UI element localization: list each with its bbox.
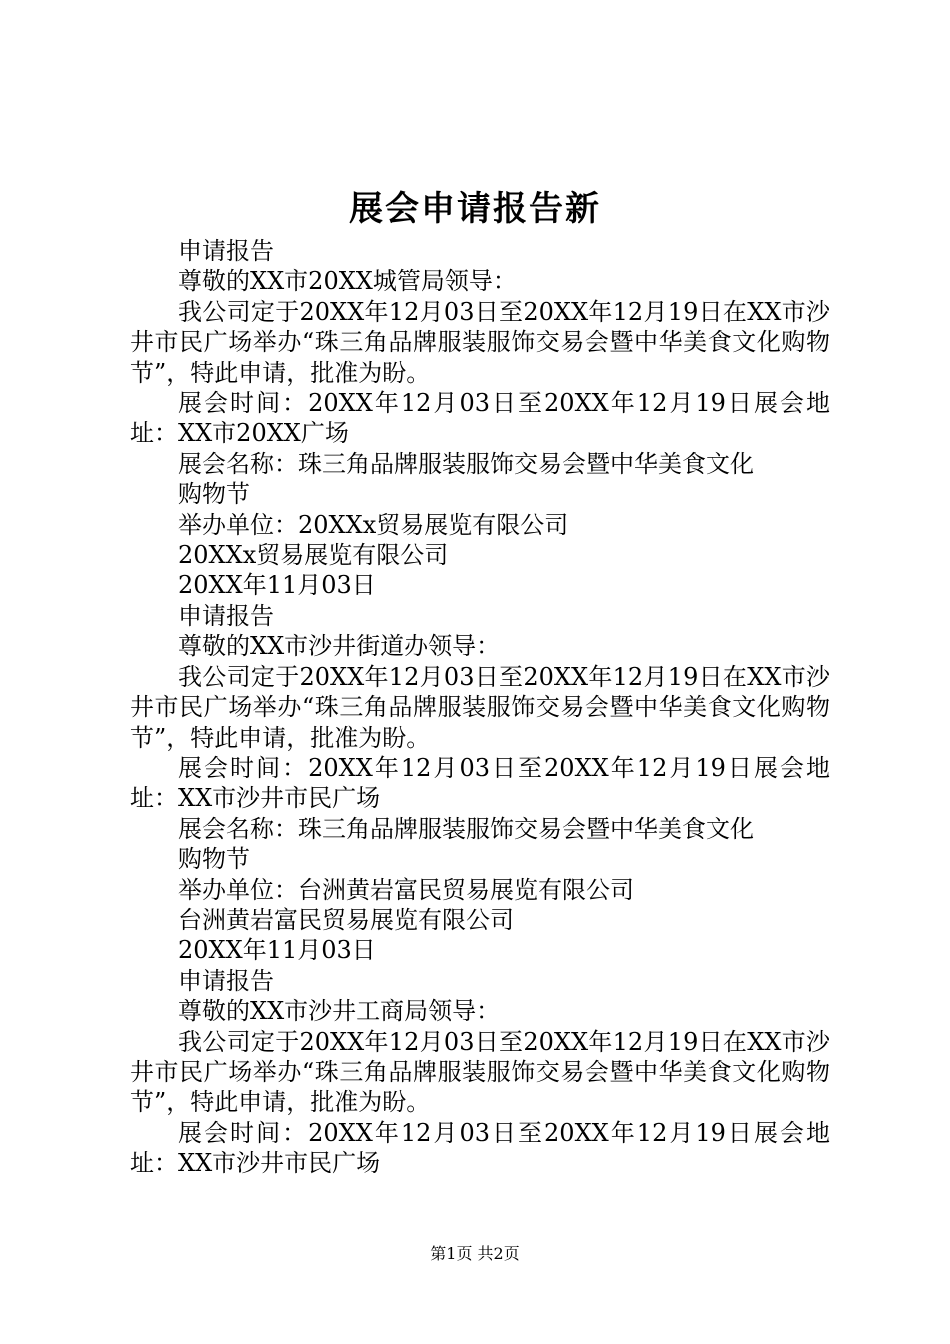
- paragraph: 展会名称：珠三角品牌服装服饰交易会暨中华美食文化: [178, 449, 754, 478]
- paragraph: 购物节: [178, 845, 250, 874]
- document-body: [130, 236, 830, 1179]
- paragraph: 尊敬的XX市沙井街道办领导：: [178, 632, 501, 661]
- paragraph: 申请报告: [178, 237, 274, 265]
- paragraph: 我公司定于20XX年12月03日至20XX年12月19日在XX市沙井市民广场举办“珠三角品牌服装服饰交易会暨中华美食文化购物节”，特此申请，批准为盼。: [130, 1027, 830, 1117]
- paragraph: 20XX年11月03日: [178, 571, 376, 600]
- paragraph: 尊敬的XX市20XX城管局领导：: [178, 267, 517, 296]
- paragraph: 台洲黄岩富民贸易展览有限公司: [178, 905, 514, 934]
- paragraph: 展会时间：20XX年12月03日至20XX年12月19日展会地址：XX市沙井市民广场: [130, 753, 830, 813]
- paragraph: 尊敬的XX市沙井工商局领导：: [178, 997, 501, 1026]
- paragraph: 购物节: [178, 480, 250, 509]
- paragraph: 展会时间：20XX年12月03日至20XX年12月19日展会地址：XX市20XX广场: [130, 389, 830, 448]
- document-title: 展会申请报告新: [349, 189, 601, 229]
- paragraph: 20XX年11月03日: [178, 936, 376, 965]
- paragraph: 举办单位：20XXx贸易展览有限公司: [178, 510, 569, 539]
- paragraph: 展会名称：珠三角品牌服装服饰交易会暨中华美食文化: [178, 814, 754, 843]
- paragraph: 我公司定于20XX年12月03日至20XX年12月19日在XX市沙井市民广场举办“珠三角品牌服装服饰交易会暨中华美食文化购物节”，特此申请，批准为盼。: [130, 662, 830, 752]
- paragraph: 20XXx贸易展览有限公司: [178, 541, 449, 570]
- paragraph: 举办单位：台洲黄岩富民贸易展览有限公司: [178, 875, 634, 904]
- page-footer: 第1页 共2页: [430, 1244, 520, 1263]
- paragraph: 我公司定于20XX年12月03日至20XX年12月19日在XX市沙井市民广场举办“珠三角品牌服装服饰交易会暨中华美食文化购物节”，特此申请，批准为盼。: [130, 297, 830, 387]
- paragraph: 申请报告: [178, 966, 274, 995]
- paragraph: 展会时间：20XX年12月03日至20XX年12月19日展会地址：XX市沙井市民广场: [130, 1118, 830, 1178]
- paragraph: 申请报告: [178, 601, 274, 630]
